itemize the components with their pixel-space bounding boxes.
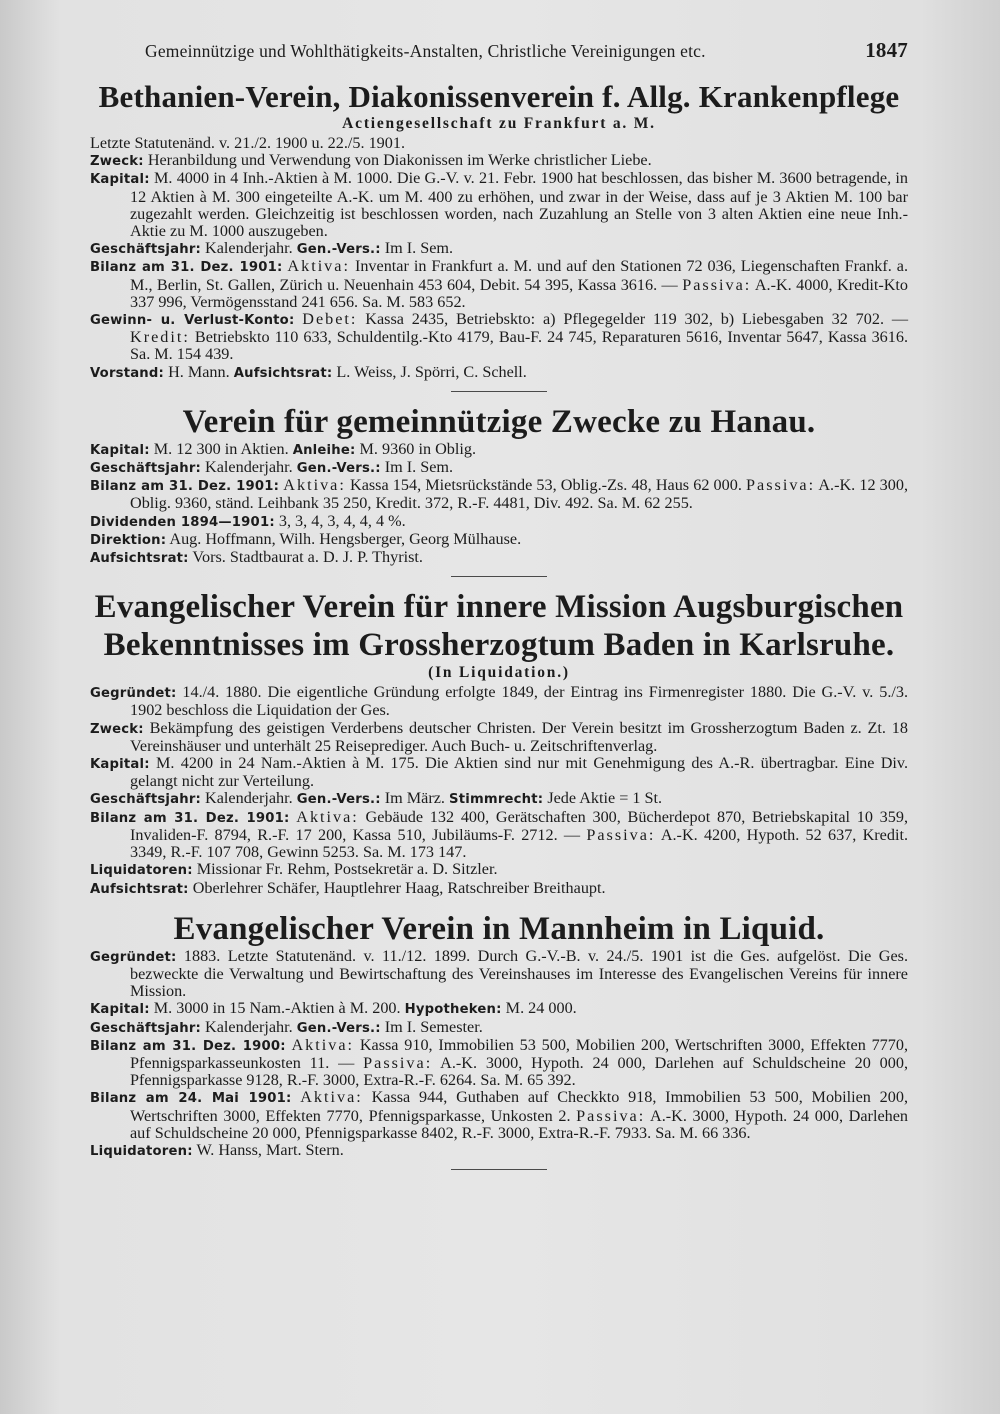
company-title-line-1: Evangelischer Verein für innere Mission Augsburgischen <box>94 589 904 626</box>
entry-bilanz-1901 <box>90 1089 908 1142</box>
company-subtitle: Actiengesellschaft zu Frankfurt a. M. <box>342 115 656 132</box>
ar-text: Vors. Stadtbaurat a. D. J. P. Thyrist. <box>192 548 423 567</box>
aktiva-word: Aktiva: <box>287 257 350 276</box>
gegr-text: 1883. Letzte Statutenänd. v. 11./12. 1899. Durch G.-V.-B. v. 24./5. 1901 ist die Ges. aufgelöst. Die Ges. bezweckte die Verwaltung und Bewirtschaftung des Vereinshauses im Interesse des Evangelischen Vereins für innere Mission. <box>130 946 909 1001</box>
gj-text: Kalenderjahr. <box>205 458 293 477</box>
spacer <box>90 898 908 910</box>
entry-kapital <box>90 755 908 790</box>
gj-label: Geschäftsjahr: <box>90 792 201 808</box>
entry-bilanz-1900 <box>90 1037 908 1090</box>
gv-label: Gen.-Vers.: <box>296 242 381 258</box>
company-title: Bethanien-Verein, Diakonissenverein f. Allg. Krankenpflege <box>98 79 900 114</box>
entry-bilanz <box>90 258 908 311</box>
anleihe-text: M. 9360 in Oblig. <box>359 439 476 458</box>
running-title: Gemeinnützige und Wohlthätigkeits-Anstalten, Christliche Vereinigungen etc. <box>145 41 706 61</box>
gegr-label: Gegründet: <box>90 686 177 702</box>
bilanz-label: Bilanz am 31. Dez. 1901: <box>90 479 280 495</box>
company-mannheim <box>90 910 908 1160</box>
gj-label: Geschäftsjahr: <box>90 242 201 258</box>
entry-geschaeftsjahr <box>90 459 908 477</box>
kapital-label: Kapital: <box>90 172 150 188</box>
ar-text: L. Weiss, J. Spörri, C. Schell. <box>336 362 527 381</box>
guv-label: Gewinn- u. Verlust-Konto: <box>90 313 295 329</box>
entry-geschaeftsjahr <box>90 240 908 258</box>
entry-gegruendet <box>90 684 908 719</box>
entry-kapital <box>90 1000 908 1018</box>
ar-label: Aufsichtsrat: <box>233 365 333 381</box>
gj-text: Kalenderjahr. <box>205 239 293 258</box>
gv-text: Im März. <box>384 789 445 808</box>
zweck-text: Heranbildung und Verwendung von Diakonissen im Werke christlicher Liebe. <box>147 151 652 170</box>
company-title-line-2: Bekenntnisses im Grossherzogtum Baden in Karlsruhe. <box>103 627 895 664</box>
gv-text: Im I. Sem. <box>384 458 454 477</box>
kapital-label: Kapital: <box>90 757 150 773</box>
liq-text: Missionar Fr. Rehm, Postsekretär a. D. Sitzler. <box>196 860 498 879</box>
direktion-label: Direktion: <box>90 532 167 548</box>
zweck-label: Zweck: <box>90 154 144 170</box>
gv-label: Gen.-Vers.: <box>296 792 381 808</box>
kredit-word: Kredit: <box>130 328 190 347</box>
passiva-word: Passiva: <box>586 825 656 844</box>
statut-text: Letzte Statutenänd. v. 21./2. 1900 u. 22./5. 1901. <box>90 134 406 152</box>
company-title: Evangelischer Verein in Mannheim in Liquid. <box>173 910 825 947</box>
entry-geschaeftsjahr <box>90 1019 908 1037</box>
stimm-label: Stimmrecht: <box>449 792 544 808</box>
entry-guv <box>90 311 908 364</box>
company-subtitle: (In Liquidation.) <box>428 664 570 682</box>
entry-geschaeftsjahr <box>90 790 908 808</box>
passiva-word: Passiva: <box>363 1053 433 1072</box>
guv-kredit: Betriebskto 110 633, Schuldentilg.-Kto 4179, Bau-F. 24 745, Reparaturen 5616, Inventar 5647, Kassa 3616. Sa. M. 154 439. <box>130 328 908 364</box>
company-title: Verein für gemeinnützige Zwecke zu Hanau. <box>182 403 816 440</box>
gj-label: Geschäftsjahr: <box>90 1020 201 1036</box>
bilanz-passiva: A.-K. 3000, Hypoth. 24 000, Darlehen auf Schuldscheine 20 000, Pfennigsparkasse 8402, R.-F. 3000, Extra-R.-F. 7933. Sa. M. 66 336. <box>130 1106 909 1142</box>
company-bethanien <box>90 79 908 382</box>
entry-vorstand <box>90 364 908 382</box>
aktiva-word: Aktiva: <box>283 476 346 495</box>
ar-text: Oberlehrer Schäfer, Hauptlehrer Haag, Ratschreiber Breithaupt. <box>192 878 606 897</box>
entry-statut <box>90 135 908 152</box>
bilanz-passiva: A.-K. 4200, Hypoth. 52 637, Kredit. 3349, R.-F. 107 708, Gewinn 5253. Sa. M. 173 147. <box>130 825 909 862</box>
bilanz-aktiva: Kassa 944, Guthaben auf Checkkto 918, Immobilien 53 500, Mobilien 200, Wertschriften 3000, Effekten 7770, Pfennigsparkasse, Unkosten 2. <box>130 1088 909 1125</box>
entry-bilanz <box>90 477 908 512</box>
entry-bilanz <box>90 809 908 862</box>
entry-kapital <box>90 170 908 240</box>
section-divider <box>451 1169 547 1170</box>
kapital-label: Kapital: <box>90 442 150 458</box>
bilanz-aktiva: Gebäude 132 400, Gerätschaften 300, Bücherdepot 870, Betriebskapital 10 359, Invaliden-F. 8794, R.-F. 17 200, Kassa 510, Jubiläums-F. 2712. — <box>130 807 909 844</box>
entry-direktion <box>90 531 908 549</box>
hyp-label: Hypotheken: <box>404 1002 502 1018</box>
gv-label: Gen.-Vers.: <box>296 1020 381 1036</box>
zweck-label: Zweck: <box>90 721 144 737</box>
gv-text: Im I. Semester. <box>384 1017 483 1036</box>
passiva-word: Passiva: <box>576 1106 646 1125</box>
div-text: 3, 3, 4, 3, 4, 4, 4 %. <box>278 511 406 530</box>
div-label: Dividenden 1894—1901: <box>90 514 275 530</box>
passiva-word: Passiva: <box>682 275 752 294</box>
debet-word: Debet: <box>302 310 358 329</box>
bilanz-passiva: A.-K. 12 300, Oblig. 9360, ständ. Leihbank 35 250, Kredit. 372, R.-F. 4481, Div. 492. Sa. M. 62 255. <box>130 476 909 513</box>
entry-dividenden <box>90 513 908 531</box>
gv-text: Im I. Sem. <box>384 239 454 258</box>
section-divider <box>451 391 547 392</box>
company-karlsruhe <box>90 588 908 897</box>
kapital-label: Kapital: <box>90 1002 150 1018</box>
entry-gegruendet <box>90 948 908 1001</box>
entry-zweck <box>90 720 908 755</box>
bilanz-passiva: A.-K. 3000, Hypoth. 24 000, Darlehen auf Schuldscheine 20 000, Pfennigsparkasse 9128, R.-F. 3000, Extra-R.-F. 6264. Sa. M. 65 392. <box>130 1053 908 1090</box>
direktion-text: Aug. Hoffmann, Wilh. Hengsberger, Georg Mülhause. <box>169 529 522 548</box>
gj-text: Kalenderjahr. <box>205 1017 293 1036</box>
vorstand-label: Vorstand: <box>90 365 165 381</box>
gegr-label: Gegründet: <box>90 949 177 965</box>
aktiva-word: Aktiva: <box>296 807 359 826</box>
entry-aufsichtsrat <box>90 880 908 898</box>
liq-text: W. Hanss, Mart. Stern. <box>196 1140 344 1159</box>
stimm-text: Jede Aktie = 1 St. <box>547 789 663 808</box>
vorstand-text: H. Mann. <box>168 362 230 381</box>
aktiva-word: Aktiva: <box>291 1035 355 1054</box>
gegr-text: 14./4. 1880. Die eigentliche Gründung erfolgte 1849, der Eintrag ins Firmenregister 1880. Die G.-V. v. 5./3. 1902 beschloss die Liquidation der Ges. <box>130 683 909 720</box>
guv-debet: Kassa 2435, Betriebskto: a) Pflegegelder 119 302, b) Liebesgaben 32 702. — <box>365 310 909 329</box>
kapital-text: M. 4000 in 4 Inh.-Aktien à M. 1000. Die G.-V. v. 21. Febr. 1900 hat beschlossen, das bisher M. 3600 betragende, in 12 Aktien à M. 300 eingeteilte A.-K. um M. 400 zu erhöhen, und zwar in der Weise, dass auf je 3 Aktien M. 100 bar zugezahlt werden. Gleichzeitig ist beschlossen worden, nach Zuzahlung an Stelle von 3 alten Aktien eine neue Inh.-Aktie zu M. 1000 auszugeben. <box>130 169 908 241</box>
aktiva-word: Aktiva: <box>300 1088 363 1107</box>
entry-liquidatoren <box>90 861 908 879</box>
zweck-text: Bekämpfung des geistigen Verderbens deutscher Christen. Der Verein besitzt im Grossherzogtum Baden z. Zt. 18 Vereinshäuser und unterhält 25 Reiseprediger. Auch Buch- u. Zeitschriftenverlag. <box>130 718 908 755</box>
entry-aufsichtsrat <box>90 549 908 567</box>
anleihe-label: Anleihe: <box>292 442 356 458</box>
kapital-text: M. 3000 in 15 Nam.-Aktien à M. 200. <box>153 999 401 1018</box>
entry-kapital <box>90 441 908 459</box>
bilanz-label: Bilanz am 31. Dez. 1901: <box>90 810 290 826</box>
gj-text: Kalenderjahr. <box>205 789 293 808</box>
bilanz-label: Bilanz am 31. Dez. 1901: <box>90 260 283 276</box>
page-number: 1847 <box>865 38 908 62</box>
hyp-text: M. 24 000. <box>505 999 577 1018</box>
bilanz-aktiva: Kassa 910, Immobilien 53 500, Mobilien 200, Wertschriften 3000, Effekten 7770, Pfennigsparkasseunkosten 11. — <box>130 1035 908 1072</box>
bilanz-label: Bilanz am 24. Mai 1901: <box>90 1091 292 1107</box>
kapital-text: M. 4200 in 24 Nam.-Aktien à M. 175. Die Aktien sind nur mit Genehmigung des A.-R. übertragbar. Eine Div. gelangt nicht zur Verteilung. <box>130 754 909 791</box>
entry-liquidatoren <box>90 1142 908 1160</box>
bilanz-aktiva: Inventar in Frankfurt a. M. und auf den Stationen 72 036, Liegenschaften Frankf. a. M., Berlin, St. Gallen, Zürich u. Neuenhain 453 604, Debit. 54 395, Kassa 3616. — <box>130 257 909 294</box>
liq-label: Liquidatoren: <box>90 1143 193 1159</box>
gj-label: Geschäftsjahr: <box>90 461 201 477</box>
section-divider <box>451 576 547 577</box>
bilanz-label: Bilanz am 31. Dez. 1900: <box>90 1038 286 1054</box>
running-head <box>145 38 908 63</box>
bilanz-aktiva: Kassa 154, Mietsrückstände 53, Oblig.-Zs. 48, Haus 62 000. <box>350 476 742 495</box>
entry-zweck <box>90 152 908 170</box>
bilanz-passiva: A.-K. 4000, Kredit-Kto 337 996, Vermögensstand 241 656. Sa. M. 583 652. <box>130 275 909 311</box>
ar-label: Aufsichtsrat: <box>90 551 189 567</box>
kapital-text: M. 12 300 in Aktien. <box>153 439 289 458</box>
company-hanau <box>90 403 908 567</box>
gv-label: Gen.-Vers.: <box>296 461 381 477</box>
liq-label: Liquidatoren: <box>90 863 193 879</box>
ar-label: Aufsichtsrat: <box>90 881 189 897</box>
passiva-word: Passiva: <box>746 476 816 495</box>
